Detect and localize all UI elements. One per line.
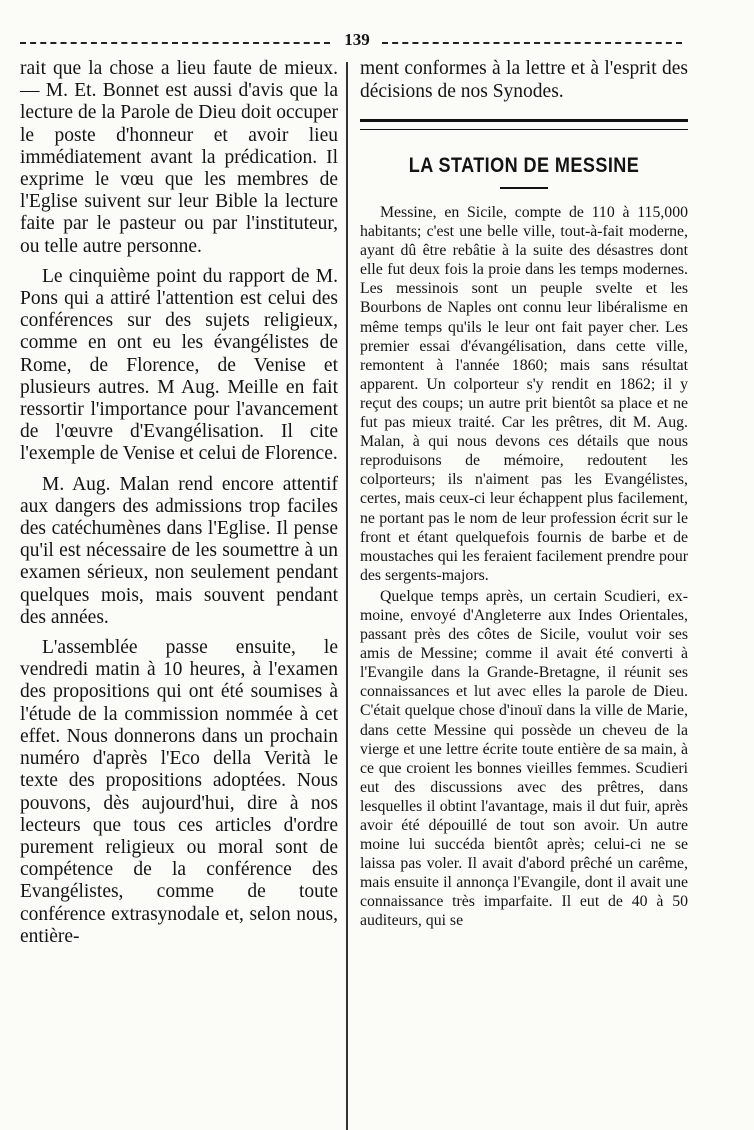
article-title: LA STATION DE MESSINE — [408, 154, 640, 177]
article-paragraph-2: Quelque temps après, un certain Scudieri, ex-moine, envoyé d'Angleterre aux Indes Orientales, passant près des côtes de Sicile, voulut voir ses amis de Messine; comme il avait été converti à l'Evangile dans la Grande-Bretagne, il réunit ses connaissances et lut avec elles la parole de Dieu. C'était quelque chose d'inouï dans la ville de Marie, dans cette Messine qui possède un cheveu de la vierge et une lettre écrite toute entière de sa main, à ce que croient les bonnes vieilles femmes. Scudieri eut des discussions avec des prêtres, dans lesquelles il obtint l'avantage, mais il dut fuir, après avoir été dépouillé de tout son avoir. Un autre moine lui succéda bientôt après; celui-ci ne se laissa pas voler. Il avait d'abord prêché un carême, mais ensuite il annonça l'Evangile, dont il avait une connaissance très imparfaite. Il eut de 40 à 50 auditeurs, qui se — [360, 587, 688, 930]
left-column — [20, 58, 338, 956]
left-paragraph-4: L'assemblée passe ensuite, le vendredi matin à 10 heures, à l'examen des propositions qui ont été soumises à l'étude de la commission nommée à cet effet. Nous donnerons dans un prochain numéro d'après l'Eco della Verità le texte des propositions adoptées. Nous pouvons, dès aujourd'hui, dire à nos lecteurs que tous ces articles d'ordre purement religieux ou moral sont de compétence de la conférence des Evangélistes, comme de toute conférence extrasynodale et, selon nous, entière- — [20, 637, 338, 947]
column-divider — [346, 62, 348, 1130]
right-continuation-paragraph: ment conformes à la lettre et à l'esprit des décisions de nos Synodes. — [360, 58, 688, 102]
section-divider-rule — [360, 119, 688, 130]
left-paragraph-1: rait que la chose a lieu faute de mieux. — M. Et. Bonnet est aussi d'avis que la lecture de la Parole de Dieu doit occuper le poste d'honneur et avoir lieu immédiatement avant la prédication. Il exprime le vœu que les membres de l'Eglise suivent sur leur Bible la lecture faite par le pasteur ou par l'instituteur, ou telle autre personne. — [20, 58, 338, 257]
left-paragraph-3: M. Aug. Malan rend encore attentif aux dangers des admissions trop faciles des catéchumènes dans l'Eglise. Il pense qu'il est nécessaire de les soumettre à un examen sérieux, non seulement pendant quelques mois, mais souvent pendant des années. — [20, 473, 338, 628]
right-column — [360, 58, 688, 933]
title-underline-rule — [500, 187, 548, 189]
header-rule-left — [20, 42, 330, 44]
article-body — [360, 203, 688, 931]
page-header — [20, 30, 680, 54]
page-number: 139 — [344, 30, 370, 49]
header-rule-right — [382, 42, 682, 44]
article-paragraph-1: Messine, en Sicile, compte de 110 à 115,000 habitants; c'est une belle ville, tout-à-fait moderne, ayant dû être rebâtie à la suite des désastres dont elle fut deux fois la proie dans les temps modernes. Les messinois sont un peuple svelte et les Bourbons de Naples ont connu leur libéralisme en même temps qu'ils le leur ont fait payer cher. Les premier essai d'évangélisation, dans cette ville, remontent à l'année 1860; mais sans résultat apparent. Un colporteur s'y rendit en 1862; il y reçut des coups; un autre prit bientôt sa place et ne fut pas mieux traité. Car les prêtres, dit M. Aug. Malan, à qui nous devons ces détails que nous reproduisons de mémoire, redoutent les colporteurs; ils n'aiment pas les Evangélistes, certes, mais ceux-ci leur échappent plus facilement, ne portant pas le nom de leur profession écrit sur le front et étant quelquefois fournis de barbe et de moustaches qui les feraient facilement prendre pour des sergents-majors. — [360, 204, 688, 584]
left-paragraph-2: Le cinquième point du rapport de M. Pons qui a attiré l'attention est celui des conférences sur des sujets religieux, comme en ont eu les évangélistes de Rome, de Florence, de Venise et plusieurs autres. M Aug. Meille en fait ressortir l'importance pour l'avancement de l'œuvre d'Evangélisation. Il cite l'exemple de Venise et celui de Florence. — [20, 265, 338, 465]
